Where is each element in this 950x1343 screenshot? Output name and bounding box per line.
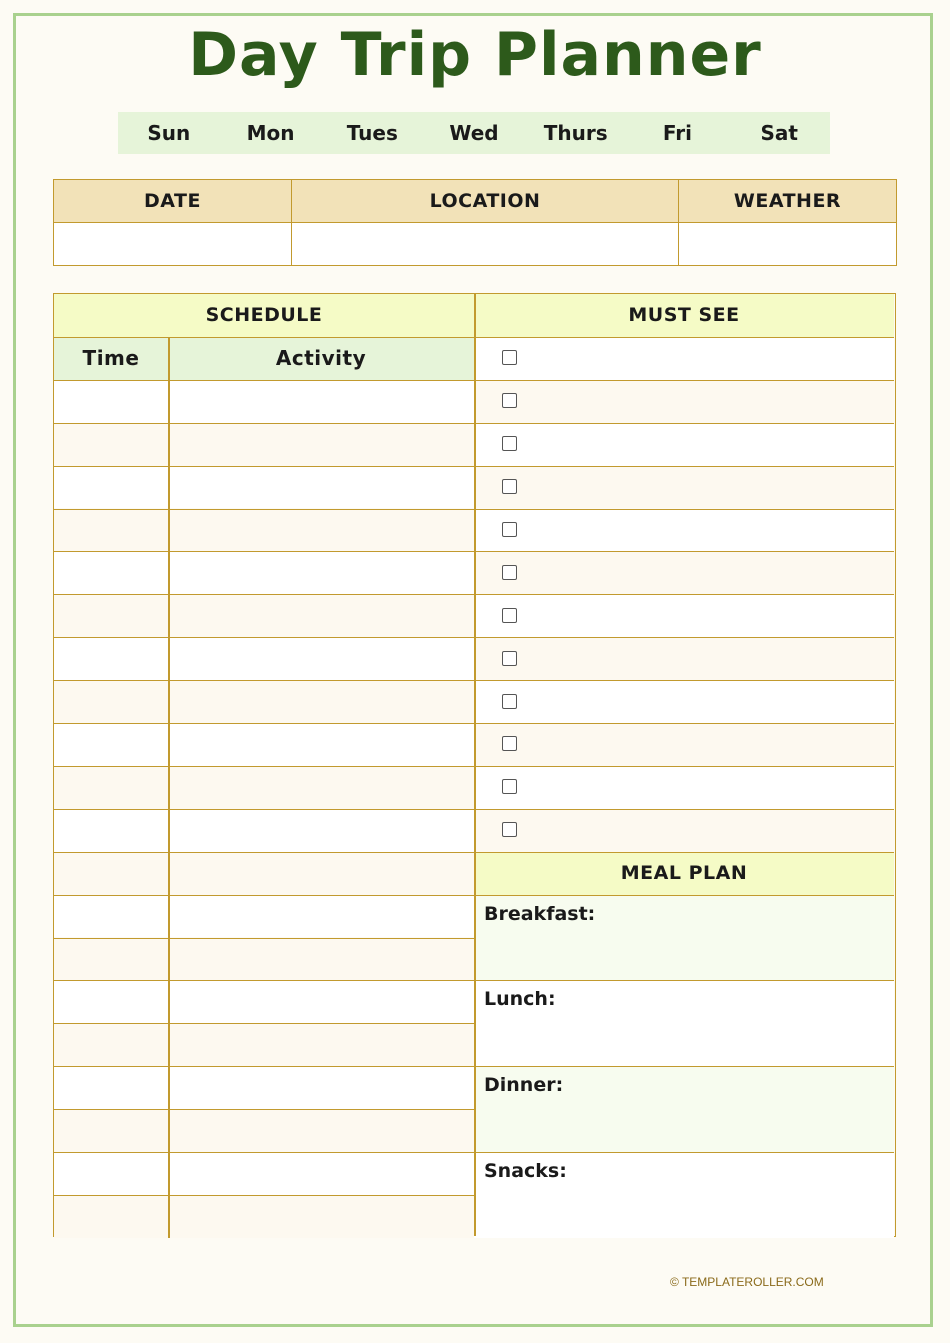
schedule-activity-cell[interactable] [168,594,474,637]
meal-lunch-label: Lunch: [484,988,556,1011]
must-see-checkbox[interactable] [502,393,517,408]
schedule-row-divider [54,1066,474,1067]
schedule-row-divider [54,980,474,981]
meal-divider [474,1066,894,1067]
schedule-time-cell[interactable] [54,723,168,766]
must-see-checkbox[interactable] [502,651,517,666]
schedule-row-divider [54,594,474,595]
schedule-time-cell[interactable] [54,938,168,981]
meal-plan-header: MEAL PLAN [620,862,748,885]
schedule-activity-cell[interactable] [168,1066,474,1109]
right-row-divider [474,337,894,338]
must-see-item[interactable] [474,337,894,380]
schedule-header: SCHEDULE [205,304,323,327]
schedule-activity-cell[interactable] [168,551,474,594]
weather-header: WEATHER [679,180,897,223]
schedule-time-cell[interactable] [54,895,168,938]
day-fri[interactable]: Fri [662,121,692,145]
schedule-time-cell[interactable] [54,594,168,637]
schedule-time-cell[interactable] [54,980,168,1023]
planner-grid [53,293,896,1237]
schedule-activity-cell[interactable] [168,423,474,466]
center-divider [474,294,476,1236]
schedule-row-divider [54,1109,474,1110]
schedule-activity-cell[interactable] [168,380,474,423]
right-row-divider [474,637,894,638]
schedule-time-cell[interactable] [54,637,168,680]
schedule-row-divider [54,1195,474,1196]
meal-breakfast-label: Breakfast: [484,902,596,925]
right-row-divider [474,551,894,552]
schedule-activity-cell[interactable] [168,766,474,809]
right-row-divider [474,380,894,381]
schedule-row-divider [54,766,474,767]
right-row-divider [474,809,894,810]
schedule-time-cell[interactable] [54,680,168,723]
schedule-time-cell[interactable] [54,509,168,552]
schedule-row-divider [54,509,474,510]
meal-divider [474,1152,894,1153]
day-tues[interactable]: Tues [346,121,398,145]
right-row-divider [474,766,894,767]
must-see-item[interactable] [474,680,894,723]
schedule-time-cell[interactable] [54,1195,168,1238]
schedule-time-cell[interactable] [54,809,168,852]
date-header: DATE [54,180,292,223]
schedule-time-cell[interactable] [54,1152,168,1195]
trip-info-table [53,179,897,266]
schedule-activity-cell[interactable] [168,680,474,723]
right-row-divider [474,509,894,510]
page-title: Day Trip Planner [188,20,762,90]
must-see-item[interactable] [474,423,894,466]
schedule-activity-cell[interactable] [168,509,474,552]
day-wed[interactable]: Wed [449,121,499,145]
must-see-item[interactable] [474,551,894,594]
schedule-activity-cell[interactable] [168,895,474,938]
schedule-activity-cell[interactable] [168,980,474,1023]
must-see-header: MUST SEE [628,304,740,327]
schedule-row-divider [54,723,474,724]
must-see-checkbox[interactable] [502,350,517,365]
schedule-row-divider [54,852,474,853]
schedule-activity-cell[interactable] [168,1152,474,1195]
schedule-activity-cell[interactable] [168,1109,474,1152]
weather-field[interactable] [679,223,897,266]
must-see-checkbox[interactable] [502,608,517,623]
meal-divider [474,980,894,981]
must-see-checkbox[interactable] [502,436,517,451]
day-mon[interactable]: Mon [246,121,295,145]
schedule-activity-cell[interactable] [168,466,474,509]
right-row-divider [474,895,894,896]
schedule-time-cell[interactable] [54,551,168,594]
must-see-item[interactable] [474,723,894,766]
meal-snacks-label: Snacks: [484,1160,567,1182]
schedule-row-divider [54,1023,474,1024]
right-row-divider [474,723,894,724]
must-see-item[interactable] [474,509,894,552]
day-sat[interactable]: Sat [760,121,798,145]
schedule-activity-cell[interactable] [168,723,474,766]
schedule-activity-cell[interactable] [168,637,474,680]
day-thurs[interactable]: Thurs [543,121,608,145]
schedule-time-cell[interactable] [54,423,168,466]
must-see-item[interactable] [474,637,894,680]
must-see-checkbox[interactable] [502,694,517,709]
schedule-time-cell[interactable] [54,466,168,509]
time-column-header: Time [82,346,140,371]
meal-dinner-label: Dinner: [484,1074,564,1097]
must-see-item[interactable] [474,809,894,852]
must-see-item[interactable] [474,594,894,637]
must-see-item[interactable] [474,466,894,509]
right-row-divider [474,594,894,595]
time-activity-divider [168,337,170,1238]
must-see-checkbox[interactable] [502,736,517,751]
schedule-row-divider [54,637,474,638]
schedule-row-divider [54,1152,474,1153]
day-sun[interactable]: Sun [147,121,191,145]
footer-credit: © TEMPLATEROLLER.COM [670,1275,824,1289]
right-row-divider [474,680,894,681]
location-field[interactable] [292,223,679,266]
right-row-divider [474,423,894,424]
schedule-row-divider [54,895,474,896]
schedule-row-divider [54,466,474,467]
schedule-row-divider [54,380,474,381]
must-see-item[interactable] [474,766,894,809]
schedule-activity-cell[interactable] [168,938,474,981]
must-see-checkbox[interactable] [502,565,517,580]
schedule-row-divider [54,809,474,810]
schedule-time-cell[interactable] [54,1023,168,1066]
weekday-bar [118,112,830,154]
location-header: LOCATION [292,180,679,223]
activity-column-header: Activity [275,346,367,371]
schedule-time-cell[interactable] [54,1066,168,1109]
schedule-activity-cell[interactable] [168,1195,474,1238]
schedule-activity-cell[interactable] [168,852,474,895]
must-see-checkbox[interactable] [502,822,517,837]
must-see-checkbox[interactable] [502,779,517,794]
schedule-activity-cell[interactable] [168,809,474,852]
schedule-row-divider [54,423,474,424]
schedule-row-divider [54,551,474,552]
schedule-time-cell[interactable] [54,852,168,895]
must-see-checkbox[interactable] [502,522,517,537]
right-row-divider [474,466,894,467]
must-see-checkbox[interactable] [502,479,517,494]
schedule-time-cell[interactable] [54,1109,168,1152]
schedule-row-divider [54,938,474,939]
date-field[interactable] [54,223,292,266]
schedule-time-cell[interactable] [54,766,168,809]
schedule-activity-cell[interactable] [168,1023,474,1066]
schedule-row-divider [54,680,474,681]
must-see-item[interactable] [474,380,894,423]
schedule-time-cell[interactable] [54,380,168,423]
